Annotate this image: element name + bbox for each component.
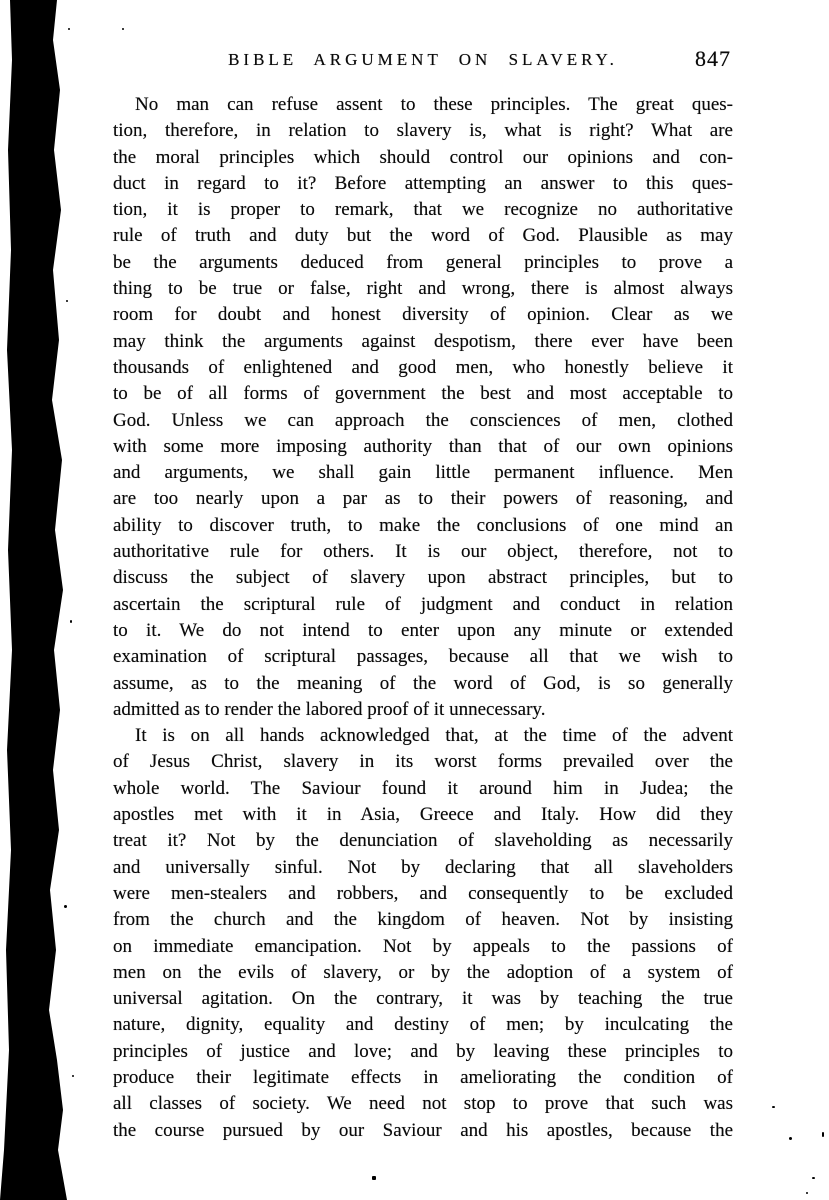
page-title: BIBLE ARGUMENT ON SLAVERY. bbox=[228, 50, 618, 69]
scan-speck bbox=[789, 1137, 792, 1140]
text-line: the course pursued by our Saviour and his apostles, because the bbox=[113, 1119, 733, 1141]
scan-speck bbox=[64, 905, 67, 908]
scan-speck bbox=[122, 28, 124, 30]
scan-gutter-band bbox=[0, 0, 82, 1200]
scan-speck bbox=[72, 1075, 74, 1077]
running-header bbox=[113, 46, 733, 78]
scan-speck bbox=[772, 1106, 775, 1108]
text-line: God. Unless we can approach the consciences of men, clothed bbox=[113, 409, 733, 431]
text-line: No man can refuse assent to these principles. The great ques- bbox=[135, 94, 733, 115]
paragraph bbox=[113, 92, 733, 723]
text-line: ascertain the scriptural rule of judgment and conduct in relation bbox=[113, 593, 733, 615]
text-line: thing to be true or false, right and wrong, there is almost always bbox=[113, 278, 733, 300]
text-line: may think the arguments against despotism, there ever have been bbox=[113, 330, 733, 352]
scan-speck bbox=[372, 1176, 376, 1180]
text-line: and universally sinful. Not by declaring that all slaveholders bbox=[113, 856, 733, 878]
text-line: It is on all hands acknowledged that, at the time of the advent bbox=[135, 725, 733, 747]
text-line: nature, dignity, equality and destiny of men; by inculcating the bbox=[113, 1014, 733, 1036]
text-line: to be of all forms of government the best and most acceptable to bbox=[113, 383, 733, 405]
text-line: tion, it is proper to remark, that we recognize no authoritative bbox=[113, 199, 733, 221]
text-line: all classes of society. We need not stop to prove that such was bbox=[113, 1093, 733, 1115]
text-line: on immediate emancipation. Not by appeals to the passions of bbox=[113, 935, 733, 957]
text-line: are too nearly upon a par as to their powers of reasoning, and bbox=[113, 488, 733, 510]
text-line: principles of justice and love; and by leaving these principles to bbox=[113, 1040, 733, 1062]
scan-speck bbox=[812, 1177, 815, 1179]
text-line: duct in regard to it? Before attempting an answer to this ques- bbox=[113, 172, 733, 194]
scan-speck bbox=[70, 620, 72, 623]
text-line: assume, as to the meaning of the word of God, is so generally bbox=[113, 672, 733, 694]
text-line: room for doubt and honest diversity of opinion. Clear as we bbox=[113, 304, 733, 326]
paragraph bbox=[113, 723, 733, 1144]
text-line: were men-stealers and robbers, and consequently to be excluded bbox=[113, 882, 733, 904]
text-line: to it. We do not intend to enter upon any minute or extended bbox=[113, 619, 733, 641]
text-line: of Jesus Christ, slavery in its worst forms prevailed over the bbox=[113, 751, 733, 773]
text-line: rule of truth and duty but the word of God. Plausible as may bbox=[113, 225, 733, 247]
text-line: and arguments, we shall gain little permanent influence. Men bbox=[113, 462, 733, 484]
page-number: 847 bbox=[695, 46, 731, 71]
text-line: men on the evils of slavery, or by the adoption of a system of bbox=[113, 961, 733, 983]
text-line: from the church and the kingdom of heaven. Not by insisting bbox=[113, 909, 733, 931]
scan-speck bbox=[806, 1192, 808, 1194]
text-line: authoritative rule for others. It is our object, therefore, not to bbox=[113, 541, 733, 563]
scan-speck bbox=[822, 1132, 824, 1137]
text-line: thousands of enlightened and good men, who honestly believe it bbox=[113, 356, 733, 378]
text-line: the moral principles which should control our opinions and con- bbox=[113, 146, 733, 168]
text-line: with some more imposing authority than that of our own opinions bbox=[113, 435, 733, 457]
text-line: examination of scriptural passages, because all that we wish to bbox=[113, 646, 733, 668]
text-block bbox=[113, 92, 733, 1144]
text-line: ability to discover truth, to make the conclusions of one mind an bbox=[113, 514, 733, 536]
text-line: produce their legitimate effects in ameliorating the condition of bbox=[113, 1066, 733, 1088]
text-line: be the arguments deduced from general principles to prove a bbox=[113, 251, 733, 273]
scan-speck bbox=[68, 28, 70, 30]
text-line: tion, therefore, in relation to slavery is, what is right? What are bbox=[113, 120, 733, 142]
text-line: admitted as to render the labored proof of it unnecessary. bbox=[113, 698, 546, 720]
text-line: apostles met with it in Asia, Greece and Italy. How did they bbox=[113, 804, 733, 826]
text-line: treat it? Not by the denunciation of slaveholding as necessarily bbox=[113, 830, 733, 852]
text-line: whole world. The Saviour found it around him in Judea; the bbox=[113, 777, 733, 799]
text-line: discuss the subject of slavery upon abstract principles, but to bbox=[113, 567, 733, 589]
text-line: universal agitation. On the contrary, it was by teaching the true bbox=[113, 988, 733, 1010]
scan-speck bbox=[66, 300, 68, 302]
